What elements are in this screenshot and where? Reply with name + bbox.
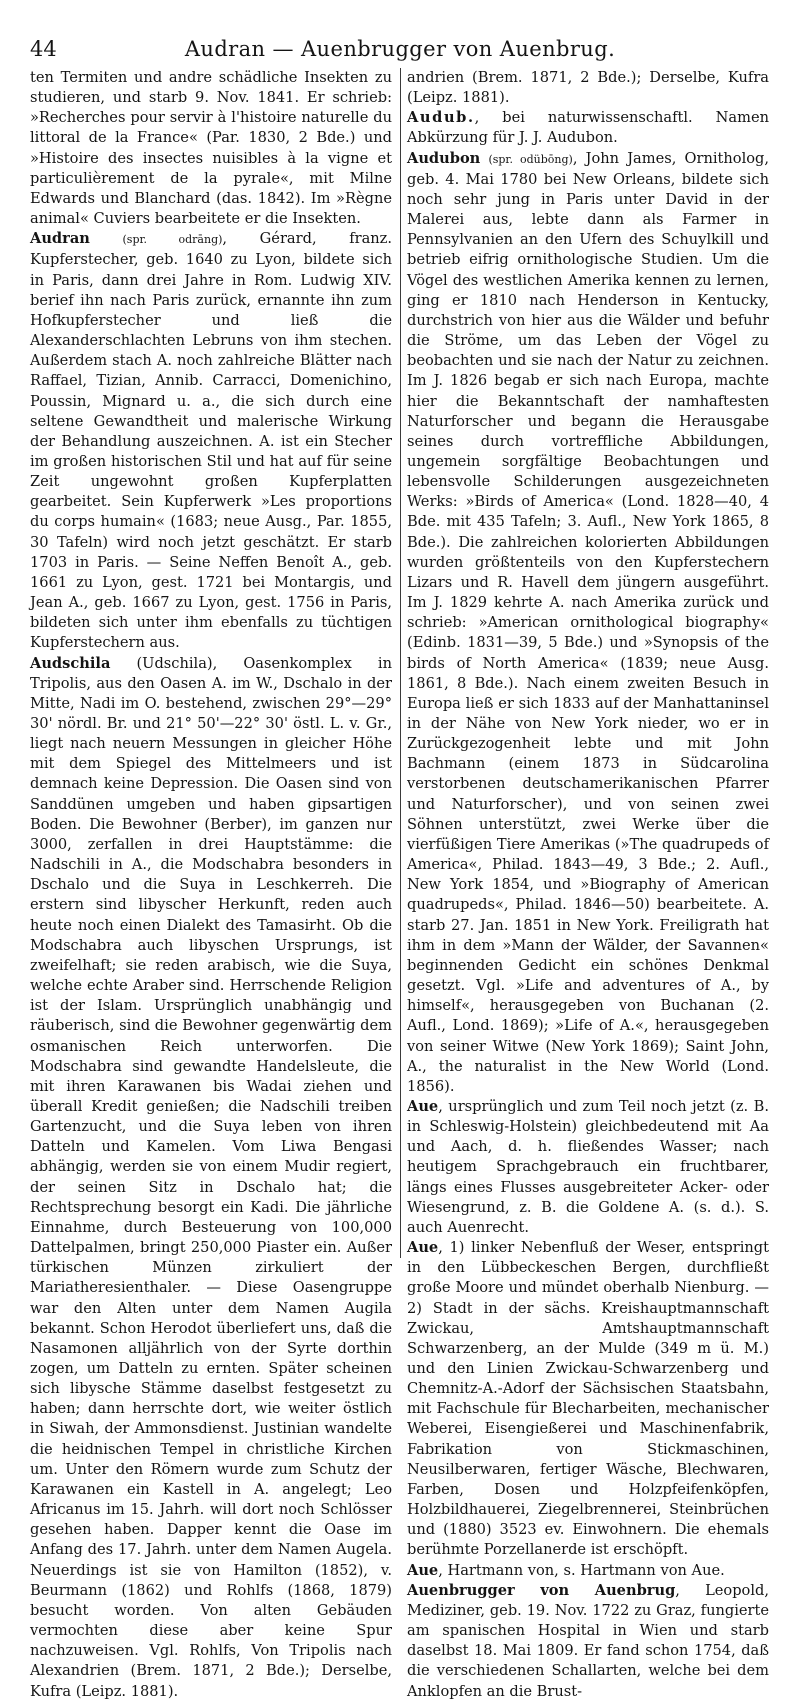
entry-text: , Gérard, franz. Kupferstecher, geb. 1640 zu Lyon, bildete sich in Paris, dann drei Jahre in Rom. Ludwig XIV. berief ihn nach Paris zurück, ernannte ihn zum Hofkupferstecher und ließ die Alexanderschlachten Lebruns von ihm stechen. Außerdem stach A. noch zahlreiche Blätter nach Raffael, Tizian, Annib. Carracci, Domenichino, Poussin, Mignard u. a., die sich durch eine seltene Gewandtheit und malerische Wirkung der Behandlung auszeichnen. A. ist ein Stecher im großen historischen Stil und hat auf für seine Zeit ungewohnt großen Kupferplatten gearbeitet. Sein Kupferwerk »Les proportions du corps humain« (1683; neue Ausg., Par. 1855, 30 Tafeln) wird noch jetzt geschätzt. Er starb 1703 in Paris. — Seine Neffen Benoît A., geb. 1661 zu Lyon, gest. 1721 bei Montargis, und Jean A., geb. 1667 zu Lyon, gest. 1756 in Paris, bildeten sich unter ihm ebenfalls zu tüchtigen Kupferstechern aus. (30, 230, 392, 652)
entry-audschila (30, 654, 392, 1702)
left-column (30, 68, 392, 1700)
page-number: 44 (30, 37, 57, 61)
headword: Aue (407, 1097, 439, 1115)
running-title: Audran — Auenbrugger von Auenbrug. (184, 37, 616, 61)
entry-audub (407, 108, 769, 148)
entry-text: , Leopold, Mediziner, geb. 19. Nov. 1722 zu Graz, fungierte am spanischen Hospital in Wien und starb daselbst 18. Mai 1809. Er fand schon 1754, daß die verschiedenen Schallarten, welche bei dem Anklopfen an die Brust- (407, 1581, 769, 1700)
entry-text: , ursprünglich und zum Teil noch jetzt (z. B. in Schleswig-Holstein) gleichbedeutend mit Aa und Aach, d. h. fließendes Wasser; nach heutigem Sprachgebrauch ein fruchtbarer, längs eines Flusses ausgebreiteter Acker- oder Wiesengrund, z. B. die Goldene A. (s. d.). S. auch Auenrecht. (407, 1097, 769, 1236)
headword: Audubon (407, 149, 481, 167)
entry-text: , John James, Ornitholog, geb. 4. Mai 1780 bei New Orleans, bildete sich noch sehr jung in Paris unter David in der Malerei aus, lebte dann als Farmer in Pennsylvanien an den Ufern des Schuylkill und betrieb eifrig ornithologische Studien. Um die Vögel des westlichen Amerika kennen zu lernen, ging er 1810 nach Henderson in Kentucky, durchstrich von hier aus die Wälder und befuhr die Ströme, um das Leben der Vögel zu beobachten und sie nach der Natur zu zeichnen. Im J. 1826 begab er sich nach Europa, machte hier die Bekanntschaft der namhaftesten Naturforscher und begann die Herausgabe seines durch vortreffliche Abbildungen, ungemein sorgfältige Beobachtungen und lebensvolle Schilderungen ausgezeichneten Werks: »Birds of America« (Lond. 1828—40, 4 Bde. mit 435 Tafeln; 3. Aufl., New York 1865, 8 Bde.). Die zahlreichen kolorierten Abbildungen wurden größtenteils von den Kupferstechern Lizars und R. Havell dem jüngern ausgeführt. Im J. 1829 kehrte A. nach Amerika zurück und schrieb: »American ornithological biography« (Edinb. 1831—39, 5 Bde.) und »Synopsis of the birds of North America« (1839; neue Ausg. 1861, 8 Bde.). Nach einem zweiten Besuch in Europa ließ er sich 1833 auf der Manhattaninsel in der Nähe von New York nieder, wo er in Zurückgezogenheit lebte und mit John Bachmann (einem 1873 in Südcarolina verstorbenen deutschamerikanischen Pfarrer und Naturforscher), und von seinen zwei Söhnen unterstützt, zwei Werke über die vierfüßigen Tiere Amerikas (»The quadrupeds of America«, Philad. 1843—49, 3 Bde.; 2. Aufl., New York 1854, und »Biography of American quadrupeds«, Philad. 1846—50) bearbeitete. A. starb 27. Jan. 1851 in New York. Freiligrath hat ihm in dem »Mann der Wälder, der Savannen« beginnenden Gedicht ein schönes Denkmal gesetzt. Vgl. »Life and adventures of A., by himself«, herausgegeben von Buchanan (2. Aufl., Lond. 1869); »Life of A.«, herausgegeben von seiner Witwe (New York 1869); Saint John, A., the naturalist in the New World (Lond. 1856). (407, 149, 770, 1095)
entry-auenbrugger (407, 1581, 769, 1702)
entry-audran (30, 229, 392, 653)
entry-text: , bei naturwissenschaftl. Namen Abkürzung für J. J. Audubon. (407, 109, 769, 147)
entry-text: , 1) linker Nebenfluß der Weser, entspringt in den Lübbeckeschen Bergen, durchfließt große Moore und mündet oberhalb Nienburg. — 2) Stadt in der sächs. Kreishauptmannschaft Zwickau, Amtshauptmannschaft Schwarzenberg, an der Mulde (349 m ü. M.) und den Linien Zwickau-Schwarzenberg und Chemnitz-A.-Adorf der Sächsischen Staatsbahn, mit Fachschule für Blecharbeiten, mechanischer Weberei, Eisengießerei und Maschinenfabrik, Fabrikation von Stickmaschinen, Neusilberwaren, fertiger Wäsche, Blechwaren, Farben, Dosen und Holzpfeifenköpfen, Holzbildhauerei, Ziegelbrennerei, Steinbrüchen und (1880) 3523 ev. Einwohnern. Die ehemals berühmte Porzellanerde ist erschöpft. (407, 1239, 769, 1559)
entry-aue-1 (407, 1097, 769, 1238)
headword: Auenbrugger von Auenbrug (407, 1581, 676, 1599)
column-divider (400, 68, 401, 1258)
entry-aue-3 (407, 1561, 769, 1581)
right-column (407, 68, 770, 1700)
pronunciation: (spr. odrāng) (122, 233, 223, 247)
entry-audubon (407, 149, 769, 1097)
headword: Aue (407, 1561, 439, 1579)
headword: Audschila (30, 654, 111, 672)
headword: Audub. (407, 109, 475, 127)
continued-entry: andrien (Brem. 1871, 2 Bde.); Derselbe, Kufra (Leipz. 1881). (407, 69, 769, 107)
entry-text: (Udschila), Oasenkomplex in Tripolis, aus den Oasen A. im W., Dschalo in der Mitte, Nadi im O. bestehend, zwischen 29°—29° 30' nördl. Br. und 21° 50'—22° 30' östl. L. v. Gr., liegt nach neuern Messungen in gleicher Höhe mit dem Spiegel des Mittelmeers und ist demnach keine Depression. Die Oasen sind von Sanddünen umgeben und haben gipsartigen Boden. Die Bewohner (Berber), im ganzen nur 3000, zerfallen in drei Hauptstämme: die Nadschili in A., die Modschabra besonders in Dschalo und die Suya in Leschkerreh. Die erstern sind libyscher Herkunft, reden auch heute noch einen Dialekt des Tamasirht. Ob die Modschabra auch libyschen Ursprungs, ist zweifelhaft; sie reden arabisch, wie die Suya, welche echte Araber sind. Herrschende Religion ist der Islam. Ursprünglich unabhängig und räuberisch, sind die Bewohner gegenwärtig dem osmanischen Reich unterworfen. Die Modschabra sind gewandte Handelsleute, die mit ihren Karawanen bis Wadai ziehen und überall Kredit genießen; die Nadschili treiben Gartenzucht, und die Suya leben von ihren Datteln und Kamelen. Vom Liwa Bengasi abhängig, werden sie von einem Mudir regiert, der seinen Sitz in Dschalo hat; die Rechtsprechung besorgt ein Kadi. Die jährliche Einnahme, durch Besteuerung von 100,000 Dattelpalmen, bringt 250,000 Piaster ein. Außer türkischen Münzen zirkuliert der Mariatheresienthaler. — Diese Oasengruppe war den Alten unter dem Namen Augila bekannt. Schon Herodot überliefert uns, daß die Nasamonen alljährlich von der Syrte dorthin zogen, um Datteln zu ernten. Später scheinen sich libysche Stämme daselbst festgesetzt zu haben; dann herrschte dort, wie weiter östlich in Siwah, der Ammonsdienst. Justinian wandelte die heidnischen Tempel in christliche Kirchen um. Unter den Römern wurde zum Schutz der Karawanen ein Kastell in A. angelegt; Leo Africanus im 15. Jahrh. will dort noch Schlösser gesehen haben. Dapper kennt die Oase im Anfang des 17. Jahrh. unter dem Namen Augela. Neuerdings ist sie von Hamilton (1852), v. Beurmann (1862) und Rohlfs (1868, 1879) besucht worden. Von alten Gebäuden vermochten diese aber keine Spur nachzuweisen. Vgl. Rohlfs, Von Tripolis nach Alexandrien (Brem. 1871, 2 Bde.); Derselbe, Kufra (Leipz. 1881). (30, 654, 392, 1700)
headword: Audran (30, 230, 90, 248)
page-header (30, 34, 770, 64)
headword: Aue (407, 1239, 439, 1257)
entry-text: , Hartmann von, s. Hartmann von Aue. (438, 1561, 725, 1579)
continued-entry: ten Termiten und andre schädliche Insekten zu studieren, und starb 9. Nov. 1841. Er schrieb: »Recherches pour servir à l'histoire naturelle du littoral de la France« (Par. 1830, 2 Bde.) und »Histoire des insectes nuisibles à la vigne et particulièrement de la pyrale«, mit Milne Edwards und Blanchard (das. 1842). Im »Règne animal« Cuviers bearbeitete er die Insekten. (30, 69, 392, 228)
entry-aue-2 (407, 1238, 769, 1561)
pronunciation: (spr. odübōng) (488, 152, 573, 166)
text-columns (30, 68, 770, 1700)
